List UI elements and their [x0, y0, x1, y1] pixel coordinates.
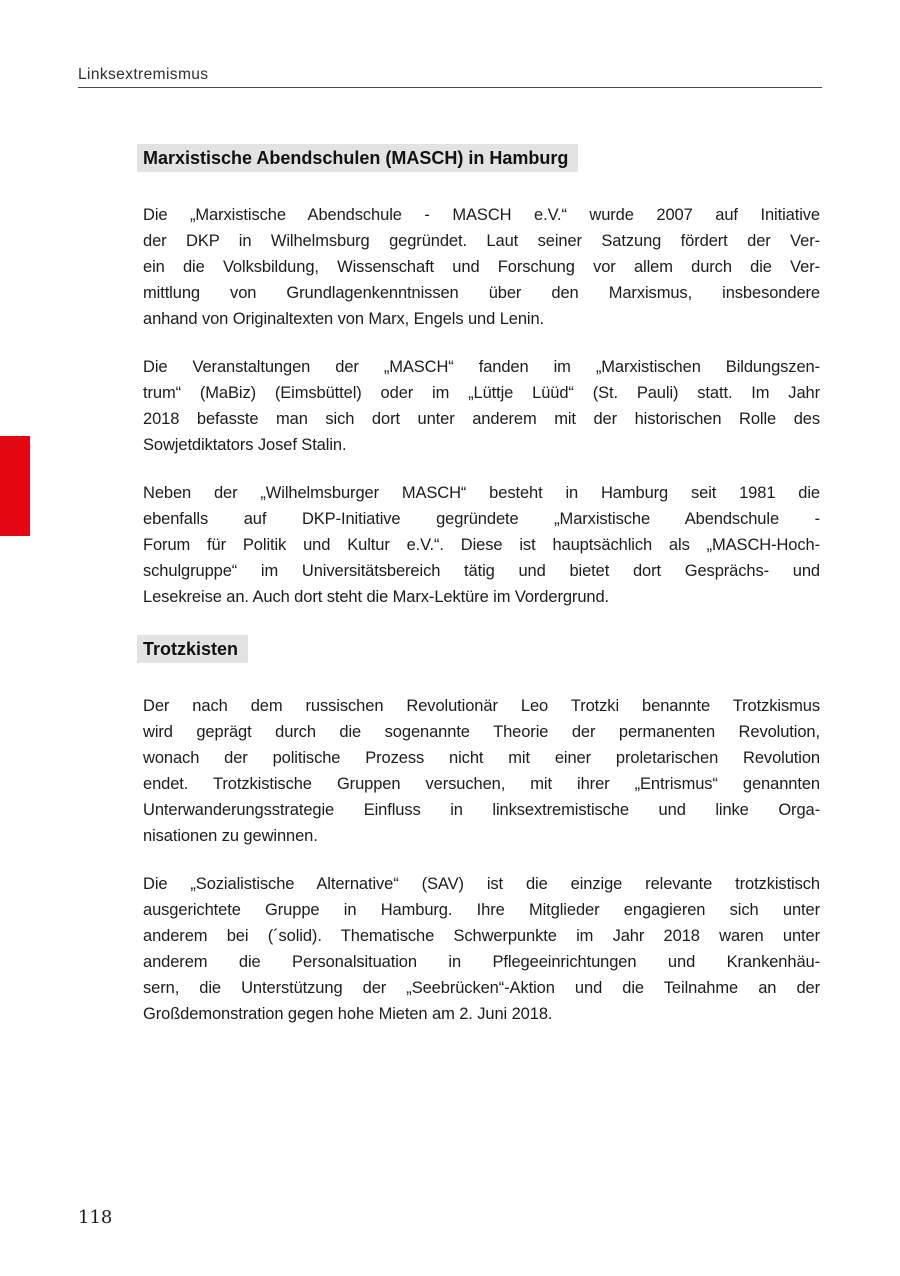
text-line: mittlung von Grundlagenkenntnissen über den Marxismus, insbesondere	[143, 284, 820, 302]
text-line: sern, die Unterstützung der „Seebrücken“-Aktion und die Teilnahme an der	[143, 979, 820, 997]
text-line: trum“ (MaBiz) (Eimsbüttel) oder im „Lüttje Lüüd“ (St. Pauli) statt. Im Jahr	[143, 384, 820, 402]
text-line: anderem die Personalsituation in Pflegeeinrichtungen und Krankenhäu-	[143, 953, 820, 971]
text-line: Unterwanderungsstrategie Einfluss in linksextremistische und linke Orga-	[143, 801, 820, 819]
paragraph	[143, 202, 820, 332]
section-heading	[143, 635, 820, 663]
page-number: 118	[78, 1207, 113, 1228]
text-line: Sowjetdiktators Josef Stalin.	[143, 436, 347, 454]
text-line: Lesekreise an. Auch dort steht die Marx-Lektüre im Vordergrund.	[143, 588, 610, 606]
text-line: Der nach dem russischen Revolutionär Leo Trotzki benannte Trotzkismus	[143, 697, 820, 715]
text-line: Forum für Politik und Kultur e.V.“. Diese ist hauptsächlich als „MASCH-Hoch-	[143, 536, 820, 554]
text-line: wonach der politische Prozess nicht mit einer proletarischen Revolution	[143, 749, 820, 767]
heading-highlight: Marxistische Abendschulen (MASCH) in Hamburg	[137, 144, 578, 172]
paragraph	[143, 871, 820, 1027]
section-heading	[143, 144, 820, 172]
running-header: Linksextremismus	[78, 66, 209, 83]
text-line: endet. Trotzkistische Gruppen versuchen, mit ihrer „Entrismus“ genannten	[143, 775, 820, 793]
text-line: ausgerichtete Gruppe in Hamburg. Ihre Mitglieder engagieren sich unter	[143, 901, 820, 919]
text-line: schulgruppe“ im Universitätsbereich tätig und bietet dort Gesprächs- und	[143, 562, 820, 580]
text-line: Die „Sozialistische Alternative“ (SAV) ist die einzige relevante trotzkistisch	[143, 875, 820, 893]
paragraph	[143, 480, 820, 610]
text-line: nisationen zu gewinnen.	[143, 827, 318, 845]
text-line: Großdemonstration gegen hohe Mieten am 2. Juni 2018.	[143, 1005, 553, 1023]
text-line: Die Veranstaltungen der „MASCH“ fanden im „Marxistischen Bildungszen-	[143, 358, 820, 376]
text-line: ebenfalls auf DKP-Initiative gegründete „Marxistische Abendschule -	[143, 510, 820, 528]
paragraph	[143, 693, 820, 849]
header-rule	[78, 87, 822, 88]
content	[143, 144, 820, 1049]
text-line: anderem bei (´solid). Thematische Schwerpunkte im Jahr 2018 waren unter	[143, 927, 820, 945]
text-line: Die „Marxistische Abendschule - MASCH e.V.“ wurde 2007 auf Initiative	[143, 206, 820, 224]
chapter-edge-marker	[0, 436, 30, 536]
heading-highlight: Trotzkisten	[137, 635, 248, 663]
paragraph	[143, 354, 820, 458]
text-line: Neben der „Wilhelmsburger MASCH“ besteht in Hamburg seit 1981 die	[143, 484, 820, 502]
text-line: anhand von Originaltexten von Marx, Engels und Lenin.	[143, 310, 545, 328]
text-line: der DKP in Wilhelmsburg gegründet. Laut seiner Satzung fördert der Ver-	[143, 232, 820, 250]
text-line: wird geprägt durch die sogenannte Theorie der permanenten Revolution,	[143, 723, 820, 741]
text-line: ein die Volksbildung, Wissenschaft und Forschung vor allem durch die Ver-	[143, 258, 820, 276]
text-line: 2018 befasste man sich dort unter anderem mit der historischen Rolle des	[143, 410, 820, 428]
